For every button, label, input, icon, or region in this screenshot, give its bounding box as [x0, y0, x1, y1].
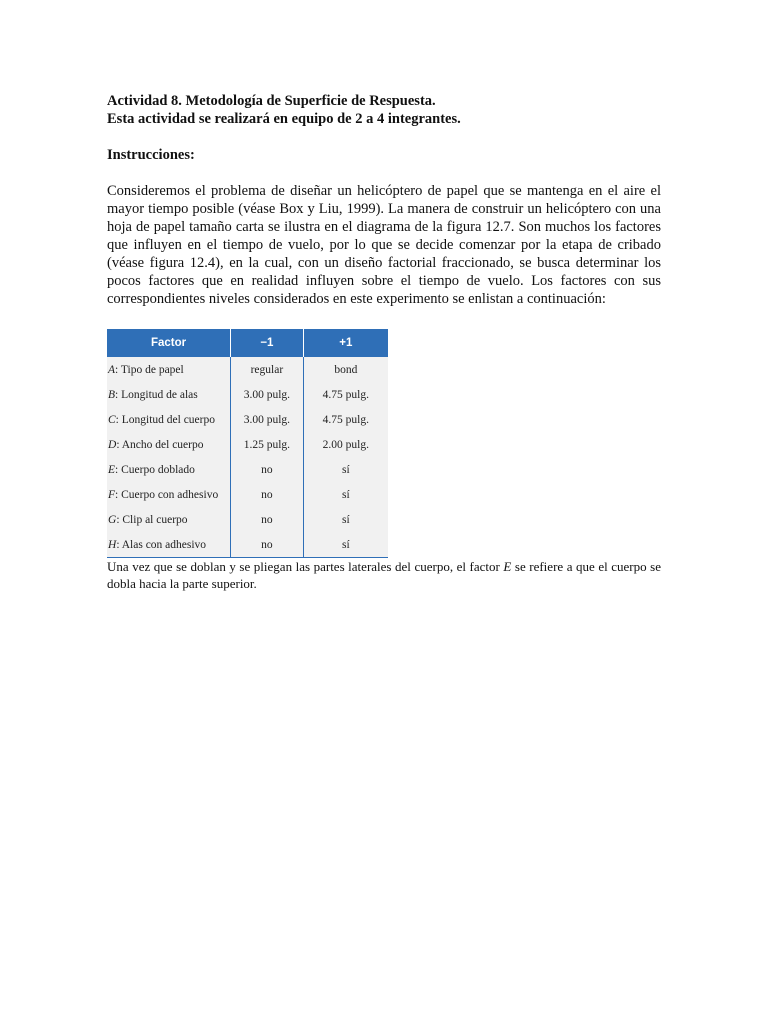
factor-name: : Longitud de alas — [115, 388, 198, 401]
low-level-cell: 1.25 pulg. — [231, 432, 304, 457]
table-row — [107, 457, 388, 482]
table-row — [107, 532, 388, 558]
factor-cell — [107, 507, 231, 532]
factor-cell — [107, 457, 231, 482]
document-page — [107, 92, 661, 592]
factor-table — [107, 329, 388, 558]
factor-letter: E — [108, 463, 116, 476]
factor-letter: F — [108, 488, 116, 501]
table-header-row — [107, 329, 388, 357]
activity-title: Actividad 8. Metodología de Superficie de Respuesta. — [107, 93, 436, 109]
factor-letter: C — [108, 413, 116, 426]
instructions-heading: Instrucciones: — [107, 147, 195, 163]
high-level-cell: sí — [303, 507, 388, 532]
header-low-level: −1 — [231, 329, 304, 357]
high-level-cell: bond — [303, 357, 388, 382]
intro-paragraph: Consideremos el problema de diseñar un helicóptero de papel que se mantenga en el aire el mayor tiempo posible (véase Box y Liu, 1999). La manera de construir un helicóptero con una hoja de papel tamaño carta se ilustra en el diagrama de la figura 12.7. Son muchos los factores que influyen en el tiempo de vuelo, por lo que se decide comenzar por la etapa de cribado (véase figura 12.4), en la cual, con un diseño factorial fraccionado, se busca determinar los pocos factores que en realidad influyen sobre el tiempo de vuelo. Los factores con sus correspondientes niveles considerados en este experimento se enlistan a continuación: — [107, 183, 661, 307]
closing-factor-letter: E — [503, 559, 512, 574]
high-level-cell: 4.75 pulg. — [303, 382, 388, 407]
factor-name: : Cuerpo con adhesivo — [115, 488, 219, 501]
closing-text-before: Una vez que se doblan y se pliegan las partes laterales del cuerpo, el factor — [107, 559, 504, 574]
factor-cell — [107, 407, 231, 432]
header-high-level: +1 — [303, 329, 388, 357]
table-row — [107, 357, 388, 382]
factor-name: : Ancho del cuerpo — [116, 438, 204, 451]
high-level-cell: sí — [303, 482, 388, 507]
factor-name: : Tipo de papel — [115, 363, 184, 376]
factor-name: : Longitud del cuerpo — [115, 413, 215, 426]
header-factor: Factor — [107, 329, 231, 357]
low-level-cell: no — [231, 507, 304, 532]
factor-cell — [107, 382, 231, 407]
factor-name: : Clip al cuerpo — [116, 513, 188, 526]
high-level-cell: sí — [303, 532, 388, 558]
low-level-cell: no — [231, 457, 304, 482]
closing-text-after: se refiere a que el cuerpo se dobla hacia la parte superior. — [107, 559, 662, 591]
factor-table-container — [107, 329, 388, 558]
high-level-cell: 2.00 pulg. — [303, 432, 388, 457]
factor-cell — [107, 432, 231, 457]
factor-name: : Cuerpo doblado — [115, 463, 195, 476]
factor-letter: D — [108, 438, 117, 451]
factor-cell — [107, 357, 231, 382]
table-row — [107, 507, 388, 532]
factor-cell — [107, 532, 231, 558]
factor-letter: A — [108, 363, 116, 376]
factor-name: : Alas con adhesivo — [116, 538, 207, 551]
low-level-cell: 3.00 pulg. — [231, 407, 304, 432]
factor-cell — [107, 482, 231, 507]
high-level-cell: 4.75 pulg. — [303, 407, 388, 432]
low-level-cell: 3.00 pulg. — [231, 382, 304, 407]
closing-paragraph — [107, 558, 661, 592]
factor-letter: H — [108, 538, 117, 551]
table-row — [107, 482, 388, 507]
high-level-cell: sí — [303, 457, 388, 482]
low-level-cell: no — [231, 482, 304, 507]
table-row — [107, 382, 388, 407]
activity-subtitle: Esta actividad se realizará en equipo de 2 a 4 integrantes. — [107, 111, 461, 127]
table-row — [107, 432, 388, 457]
low-level-cell: no — [231, 532, 304, 558]
table-row — [107, 407, 388, 432]
factor-letter: B — [108, 388, 116, 401]
low-level-cell: regular — [231, 357, 304, 382]
factor-letter: G — [108, 513, 117, 526]
